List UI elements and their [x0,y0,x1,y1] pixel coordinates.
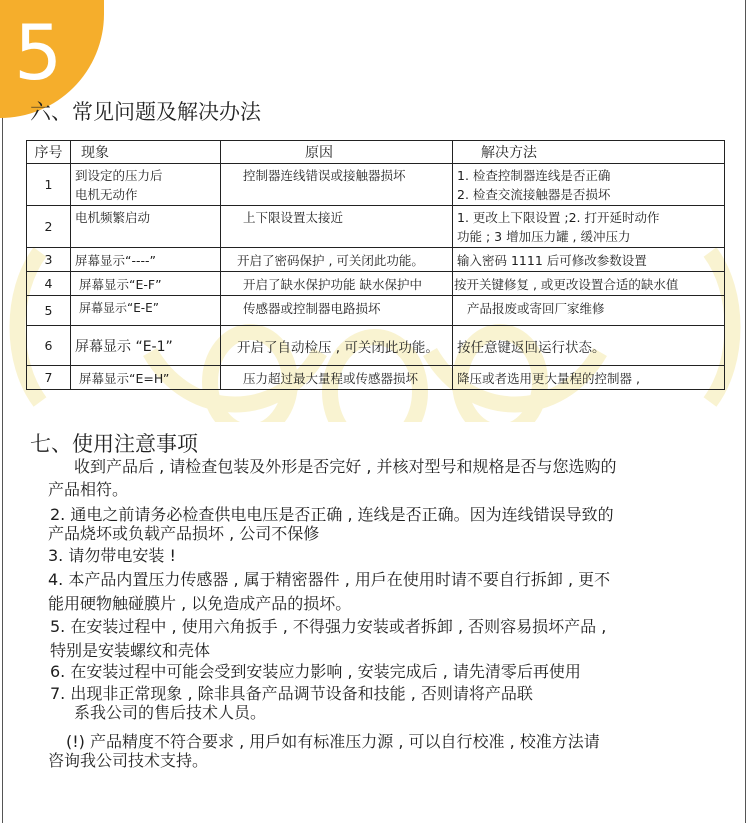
note-line: 2. 通电之前请务必检查供电电压是否正确 , 连线是否正确。因为连线错误导致的 [50,505,614,524]
row-no: 1 [27,164,71,206]
note-line: 特别是安装螺纹和壳体 [50,641,211,660]
row-symptom: 到设定的压力后 电机无动作 [71,164,221,206]
row-no: 5 [27,296,71,326]
table-row [27,164,725,206]
row-solution: 输入密码 1111 后可修改参数设置 [453,248,725,272]
note-line: 产品相符。 [48,480,129,499]
faq-section-title: 六、常见问题及解决办法 [30,100,261,124]
row-cause: 开启了缺水保护功能 缺水保护中 [221,272,453,296]
row-solution: 降压或者选用更大量程的控制器 , [453,366,725,390]
row-solution: 1. 检查控制器连线是否正确 2. 检查交流接触器是否损坏 [453,164,725,206]
row-cause: 开启了自动检压 , 可关闭此功能。 [221,326,453,366]
row-solution: 按任意键返回运行状态。 [453,326,725,366]
row-cause: 压力超过最大量程或传感器损坏 [221,366,453,390]
header-cause: 原因 [221,141,453,164]
notes-section-title: 七、使用注意事项 [30,432,198,456]
row-no: 7 [27,366,71,390]
row-cause: 上下限设置太接近 [221,206,453,248]
row-no: 3 [27,248,71,272]
row-symptom: 屏幕显示 “E-1” [71,326,221,366]
table-header-row [27,141,725,164]
table-row [27,366,725,390]
header-no: 序号 [27,141,71,164]
note-line: 5. 在安装过程中 , 使用六角扳手 , 不得强力安装或者拆卸 , 否则容易损坏产品 , [50,617,607,636]
table-row [27,296,725,326]
row-symptom: 屏幕显示“E=H” [71,366,221,390]
row-cause: 开启了密码保护 , 可关闭此功能。 [221,248,453,272]
row-symptom: 屏幕显示“E-F” [71,272,221,296]
row-cause: 传感器或控制器电路损坏 [221,296,453,326]
table-row [27,248,725,272]
table-row [27,206,725,248]
row-no: 2 [27,206,71,248]
note-line: 咨询我公司技术支持。 [48,751,209,770]
header-solution: 解决方法 [453,141,725,164]
row-symptom: 电机频繁启动 [71,206,221,248]
table-row [27,272,725,296]
note-line: 产品烧坏或负载产品损坏 , 公司不保修 [48,524,320,543]
note-line: 能用硬物触碰膜片 , 以免造成产品的损坏。 [48,594,352,613]
note-line: (!) 产品精度不符合要求 , 用戶如有标准压力源 , 可以自行校准 , 校准方法请 [66,732,600,751]
note-line: 4. 本产品内置压力传感器 , 属于精密器件 , 用戶在使用时请不要自行拆卸 , 更不 [48,570,611,589]
row-no: 6 [27,326,71,366]
row-cause: 控制器连线错误或接触器损坏 [221,164,453,206]
note-line: 7. 出现非正常现象 , 除非具备产品调节设备和技能 , 否则请将产品联 [50,684,533,703]
row-symptom: 屏幕显示“----” [71,248,221,272]
faq-table [26,140,725,390]
header-symptom: 现象 [71,141,221,164]
note-line: 系我公司的售后技术人员。 [74,703,267,722]
table-row [27,326,725,366]
note-line: 6. 在安装过程中可能会受到安装应力影响 , 安装完成后 , 请先清零后再使用 [50,662,581,681]
row-solution: 1. 更改上下限设置 ;2. 打开延时动作 功能 ; 3 增加压力罐 , 缓冲压力 [453,206,725,248]
row-symptom: 屏幕显示“E-E” [71,296,221,326]
note-line: 3. 请勿带电安装 ! [48,546,176,565]
row-no: 4 [27,272,71,296]
row-solution: 产品报废或寄回厂家维修 [453,296,725,326]
badge-number: 5 [14,8,63,97]
row-solution: 按开关键修复 , 或更改设置合适的缺水值 [453,272,725,296]
note-line: 收到产品后 , 请检查包装及外形是否完好 , 并核对型号和规格是否与您选购的 [74,457,617,476]
